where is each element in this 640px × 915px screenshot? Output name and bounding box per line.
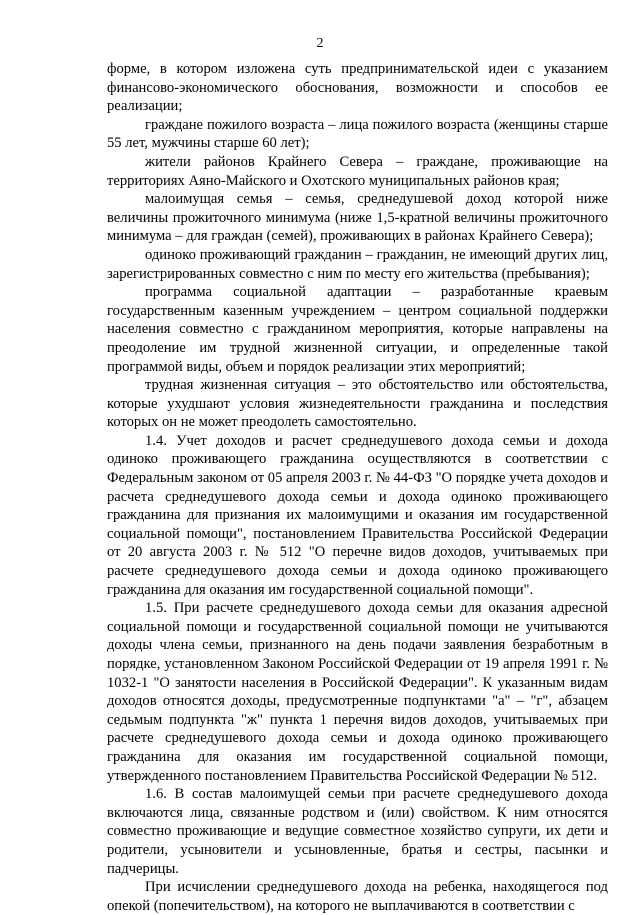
page-number: 2 bbox=[316, 36, 324, 51]
paragraph-social-adaptation-program: программа социальной адаптации – разработанные краевым государственным казенным учреждением – центром социальной поддержки населения совместно с гражданином мероприятия, которые направлены на преодоление им трудной жизненной ситуации, и определенные такой программой виды, объем и порядок реализации этих мероприятий; bbox=[107, 284, 608, 375]
paragraph-far-north-residents: жители районов Крайнего Севера – граждане, проживающие на территориях Аяно-Майского и Охотского муниципальных районов края; bbox=[107, 153, 608, 189]
paragraph-elderly-citizens: граждане пожилого возраста – лица пожилого возраста (женщины старше 55 лет, мужчины старше 60 лет); bbox=[107, 116, 608, 152]
paragraph-single-citizen: одиноко проживающий гражданин – гражданин, не имеющий других лиц, зарегистрированных совместно с ним по месту его жительства (пребывания); bbox=[107, 246, 608, 282]
paragraph-difficult-situation: трудная жизненная ситуация – это обстоятельство или обстоятельства, которые ухудшают условия жизнедеятельности гражданина и последствия которых он не может преодолеть самостоятельно. bbox=[107, 377, 608, 431]
document-body bbox=[107, 60, 608, 915]
paragraph-low-income-family: малоимущая семья – семья, среднедушевой доход которой ниже величины прожиточного минимума (ниже 1,5-кратной величины прожиточного минимума – для граждан (семей), проживающих в районах Крайнего Севера); bbox=[107, 191, 608, 245]
paragraph-section-1-6: 1.6. В состав малоимущей семьи при расчете среднедушевого дохода включаются лица, связанные родством и (или) свойством. К ним относятся совместно проживающие и ведущие совместное хозяйство супруги, их дети и родители, усыновители и усыновленные, братья и сестры, пасынки и падчерицы. bbox=[107, 786, 608, 877]
paragraph-section-1-4: 1.4. Учет доходов и расчет среднедушевого дохода семьи и дохода одиноко проживающего гражданина осуществляются в соответствии с Федеральным законом от 05 апреля 2003 г. № 44-ФЗ "О порядке учета доходов и расчета среднедушевого дохода семьи и дохода одиноко проживающего гражданина для признания их малоимущими и оказания им государственной социальной помощи", постановлением Правительства Российской Федерации от 20 августа 2003 г. № 512 "О перечне видов доходов, учитываемых при расчете среднедушевого дохода семьи и дохода одиноко проживающего гражданина для оказания им государственной социальной помощи". bbox=[107, 432, 608, 598]
paragraph-continuation: форме, в котором изложена суть предпринимательской идеи с указанием финансово-экономического обоснования, возможности и способов ее реализации; bbox=[107, 61, 608, 115]
paragraph-section-1-5: 1.5. При расчете среднедушевого дохода семьи для оказания адресной социальной помощи и государственной социальной помощи не учитываются доходы члена семьи, признанного на день подачи заявления безработным в порядке, установленном Законом Российской Федерации от 19 апреля 1991 г. № 1032-1 "О занятости населения в Российской Федерации". К указанным видам доходов относятся доходы, предусмотренные подпунктами "а" – "г", абзацем седьмым подпункта "ж" пункта 1 перечня видов доходов, учитываемых при расчете среднедушевого дохода семьи и дохода одиноко проживающего гражданина для оказания им государственной социальной помощи, утвержденного постановлением Правительства Российской Федерации № 512. bbox=[107, 600, 608, 784]
paragraph-guardianship: При исчислении среднедушевого дохода на ребенка, находящегося под опекой (попечительством), на которого не выплачиваются в соответствии с bbox=[107, 879, 608, 914]
